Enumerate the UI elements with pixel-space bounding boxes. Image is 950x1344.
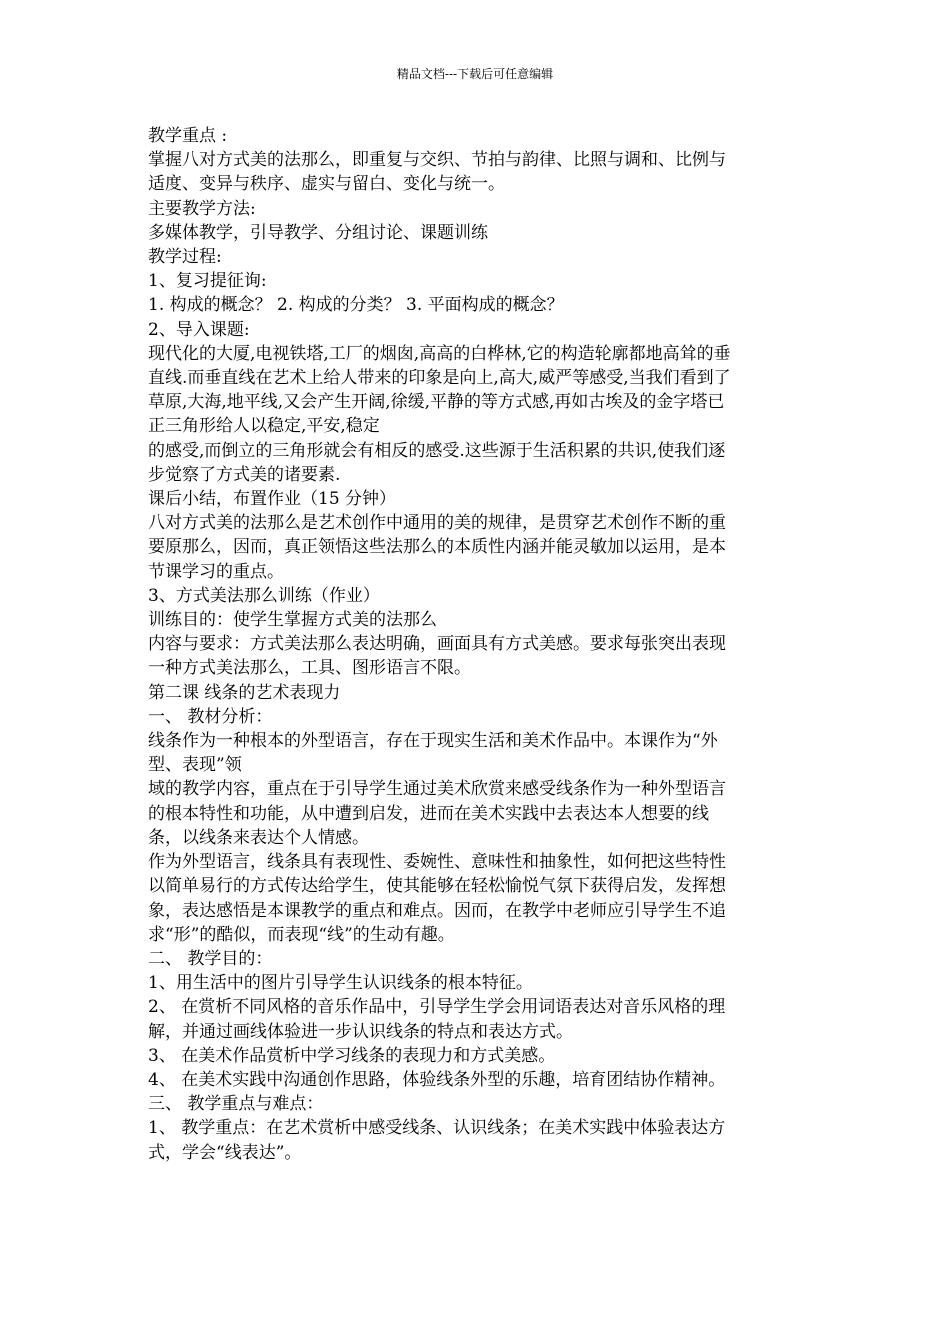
- document-body: [148, 124, 808, 1165]
- text-line: 二、 教学目的：: [148, 948, 273, 969]
- text-line: 八对方式美的法那么是艺术创作中通用的美的规律，是贯穿艺术创作不断的重: [148, 513, 726, 534]
- text-line: 三、 教学重点与难点：: [148, 1094, 324, 1115]
- text-line: 1、用生活中的图片引导学生认识线条的根本特征。: [148, 973, 533, 994]
- text-line: 式，学会“线表达”。: [148, 1142, 302, 1163]
- text-line: 现代化的大厦,电视铁塔,工厂的烟囱,高高的白桦林,它的构造轮廓都地高耸的垂: [148, 343, 731, 364]
- text-line: 一、 教材分析：: [148, 706, 273, 727]
- text-line: 教学重点 :: [148, 126, 228, 146]
- text-line: 求“形”的酷似，而表现“线”的生动有趣。: [148, 924, 455, 945]
- text-line: 1、复习提征询:: [148, 271, 267, 292]
- text-line: 的根本特性和功能，从中遭到启发，进而在美术实践中去表达本人想要的线: [148, 803, 709, 824]
- text-line: 3、 在美术作品赏析中学习线条的表现力和方式美感。: [148, 1045, 556, 1066]
- text-line: 内容与要求：方式美法那么表达明确，画面具有方式美感。要求每张突出表现: [148, 634, 726, 655]
- text-line: 的感受,而倒立的三角形就会有相反的感受.这些源于生活积累的共识,使我们逐: [148, 440, 726, 461]
- text-line: 作为外型语言，线条具有表现性、委婉性、意味性和抽象性，如何把这些特性: [148, 852, 726, 873]
- text-line: 节课学习的重点。: [148, 561, 284, 582]
- text-line: 型、表现”领: [148, 755, 242, 776]
- text-line: 掌握八对方式美的法那么，即重复与交织、节拍与韵律、比照与调和、比例与: [148, 150, 726, 171]
- text-line: 要原那么，因而，真正领悟这些法那么的本质性内涵并能灵敏加以运用，是本: [148, 537, 726, 558]
- text-line: 2、导入课题:: [148, 319, 250, 340]
- text-line: 直线.而垂直线在艺术上给人带来的印象是向上,高大,威严等感受,当我们看到了: [148, 368, 731, 389]
- text-line: 1、 教学重点：在艺术赏析中感受线条、认识线条；在美术实践中体验表达方: [148, 1118, 726, 1139]
- text-line: 1. 构成的概念？ 2. 构成的分类？ 3. 平面构成的概念？: [148, 295, 564, 316]
- text-line: 训练目的：使学生掌握方式美的法那么: [148, 610, 437, 631]
- text-line: 多媒体教学，引导教学、分组讨论、课题训练: [148, 222, 488, 243]
- text-line: 象，表达感悟是本课教学的重点和难点。因而，在教学中老师应引导学生不追: [148, 900, 726, 921]
- text-line: 3、方式美法那么训练（作业）: [148, 585, 380, 606]
- page-header: 精品文档---下载后可任意编辑: [396, 67, 554, 81]
- text-line: 教学过程:: [148, 247, 222, 268]
- text-line: 4、 在美术实践中沟通创作思路，体验线条外型的乐趣，培育团结协作精神。: [148, 1069, 726, 1090]
- text-line: 条，以线条来表达个人情感。: [148, 827, 369, 848]
- text-line: 一种方式美法那么，工具、图形语言不限。: [148, 658, 471, 679]
- text-line: 适度、变异与秩序、虚实与留白、变化与统一。: [148, 174, 505, 195]
- text-line: 课后小结，布置作业（15 分钟）: [148, 489, 397, 510]
- text-line: 草原,大海,地平线,又会产生开阔,徐缓,平静的等方式感,再如古埃及的金字塔已: [148, 392, 725, 413]
- text-line: 解，并通过画线体验进一步认识线条的特点和表达方式。: [148, 1021, 573, 1042]
- text-line: 2、 在赏析不同风格的音乐作品中，引导学生学会用词语表达对音乐风格的理: [148, 997, 726, 1018]
- text-line: 线条作为一种根本的外型语言，存在于现实生活和美术作品中。本课作为“外: [148, 731, 718, 752]
- text-line: 正三角形给人以稳定,平安,稳定: [148, 416, 380, 437]
- text-line: 步觉察了方式美的诸要素.: [148, 464, 341, 485]
- text-line: 第二课 线条的艺术表现力: [148, 682, 341, 703]
- text-line: 以简单易行的方式传达给学生，使其能够在轻松愉悦气氛下获得启发，发挥想: [148, 876, 726, 897]
- text-line: 域的教学内容，重点在于引导学生通过美术欣赏来感受线条作为一种外型语言: [148, 779, 726, 800]
- text-line: 主要教学方法:: [148, 198, 256, 219]
